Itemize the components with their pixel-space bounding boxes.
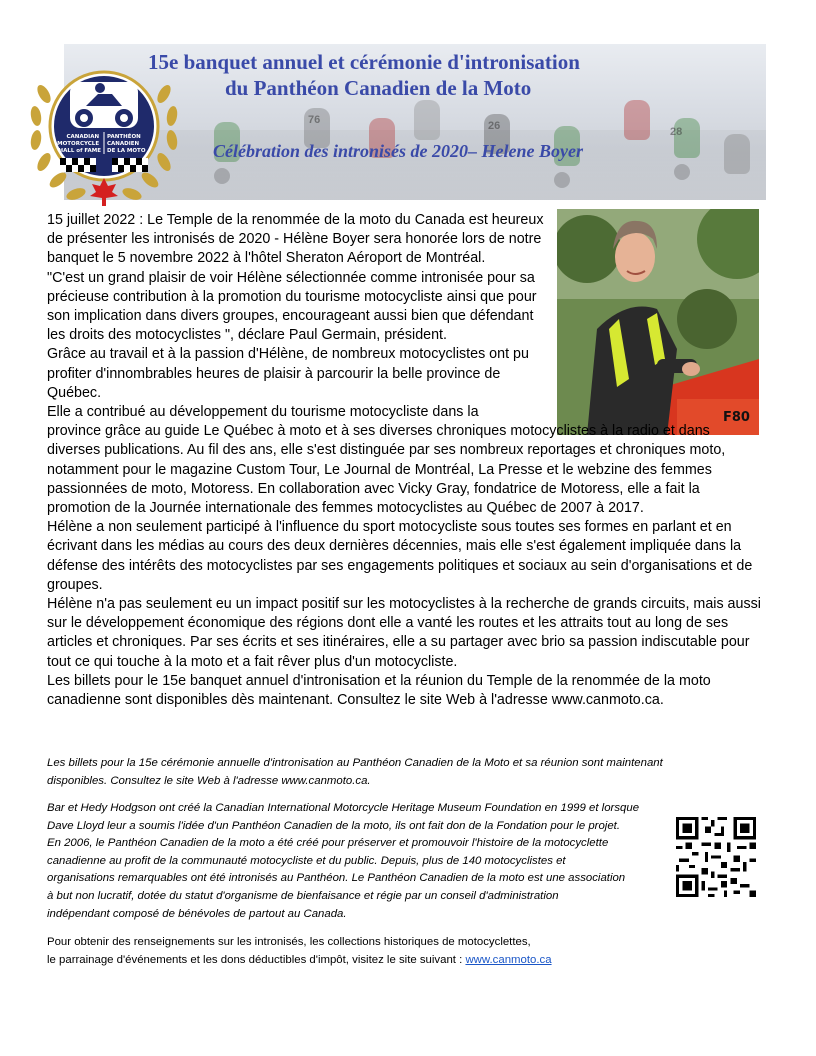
footer-line-prefix: le parrainage d'événements et les dons déductibles d'impôt, visitez le site suivant : <box>47 953 466 966</box>
article-paragraph: Hélène a non seulement participé à l'influence du sport motocycliste sous toutes ses formes en parlant et en écrivant dans les médias au cours des deux dernières décennies, mais elle s'est également impliquée dans la défense des intérêts des motocyclistes par ses engagements politiques et sociaux au sein d'organisations et de groupes. <box>47 519 753 593</box>
logo-text-left-2: MOTORCYCLE <box>57 141 100 147</box>
race-number: 26 <box>488 120 501 132</box>
tickets-note-line: disponibles. Consultez le site Web à l'adresse www.canmoto.ca. <box>47 774 371 787</box>
racer-silhouette <box>624 100 650 140</box>
about-line: à but non lucratif, dotée du statut d'organisme de bienfaisance et régie par un conseil d'administration <box>47 889 559 902</box>
footer-line <box>47 952 552 970</box>
logo-text-right-1: PANTHÉON <box>107 134 141 140</box>
article-paragraph: Grâce au travail et à la passion d'Hélène, de nombreux motocyclistes ont pu profiter d'innombrables heures de plaisir à parcourir la belle province de Québec. <box>47 346 529 401</box>
racer-wheel <box>214 168 230 184</box>
racer-wheel <box>554 172 570 188</box>
about-section <box>47 800 639 923</box>
racer-silhouette <box>674 118 700 158</box>
about-line: En 2006, le Panthéon Canadien de la moto a été créé pour préserver et promouvoir l'histoire de la motocyclette <box>47 837 609 850</box>
hall-of-fame-logo <box>26 54 182 210</box>
article-paragraph-start: Elle a contribué au développement du tourisme motocycliste dans la <box>47 404 479 421</box>
about-line: Dave Lloyd leur a soumis l'idée d'un Panthéon Canadien de la moto, ils ont fait don de la Fondation pour le projet. <box>47 819 620 832</box>
title-line-2: du Panthéon Canadien de la Moto <box>225 76 532 100</box>
about-line: indépendant composé de bénévoles de partout au Canada. <box>47 907 347 920</box>
subtitle: Célébration des intronisés de 2020– Helene Boyer <box>213 141 583 161</box>
article-paragraph: Les billets pour le 15e banquet annuel d'intronisation et la réunion du Temple de la renommée de la moto canadienne sont disponibles dès maintenant. Consultez le site Web à l'adresse www.canmoto.ca. <box>47 672 711 709</box>
logo-text-right <box>107 132 146 154</box>
racer-silhouette <box>414 100 440 140</box>
article-paragraph: 15 juillet 2022 : Le Temple de la renommée de la moto du Canada est heureux de présenter les intronisés de 2020 - Hélène Boyer sera honorée lors de notre banquet le 5 novembre 2022 à l'hôtel Sheraton Aéroport de Montréal. <box>47 212 544 267</box>
about-line: Bar et Hedy Hodgson ont créé la Canadian International Motorcycle Heritage Museum Foundation en 1999 et lorsque <box>47 802 640 814</box>
article-paragraph: "C'est un grand plaisir de voir Hélène sélectionnée comme intronisée pour sa précieuse contribution à la promotion du tourisme motocycliste ainsi que pour son implication dans divers groupes, encourageant aussi bien que défendant les droits des motocyclistes ", déclare Paul Germain, président. <box>47 269 537 344</box>
about-line: canadienne au profit de la communauté motocycliste et du public. Depuis, plus de 140 motocyclistes et <box>47 854 566 867</box>
footer-info <box>47 934 552 969</box>
logo-text-left-3: HALL of FAME <box>58 148 101 154</box>
race-number: 28 <box>670 126 683 138</box>
logo-text-right-2: CANADIEN <box>107 141 140 147</box>
racer-silhouette <box>724 134 750 174</box>
article-paragraph <box>47 403 763 518</box>
motorcycle-fairing-text: F80 <box>723 410 750 425</box>
footer-line: Pour obtenir des renseignements sur les intronisés, les collections historiques de motocyclettes, <box>47 936 531 948</box>
race-number: 76 <box>308 114 321 126</box>
article-body <box>47 211 763 710</box>
article-paragraph: Hélène n'a pas seulement eu un impact positif sur les motocyclistes à la recherche de grands circuits, mais aussi sur le développement économique des régions dont elle a vanté les routes et les attraits tout au long de ses articles et chroniques. Par ses écrits et ses itinéraires, elle a su partager avec brio sa passion indiscutable pour tout ce qui touche à la moto et a fait rêver plus d'un motocycliste. <box>47 596 761 670</box>
maple-leaf-icon <box>90 178 118 206</box>
qr-code[interactable] <box>676 817 756 897</box>
article-paragraph-rest: province grâce au guide Le Québec à moto et à ses diverses chroniques motocyclistes à la radio et dans diverses publications. Au fil des ans, elle s'est distinguée par ses nombreux reportages et chroniques moto, notamment pour le magazine Custom Tour, Le Journal de Montréal, La Presse et le webzine des femmes passionnées de moto, Motoress. En collaboration avec Vicky Gray, fondatrice de Motoress, elle a fait la promotion de la Journée internationale des femmes motocyclistes au Québec de 2007 à 2017. <box>47 423 726 517</box>
motorcycle-icon <box>70 82 138 128</box>
title-line-1: 15e banquet annuel et cérémonie d'intronisation <box>148 50 580 74</box>
racer-wheel <box>674 164 690 180</box>
logo-text-right-3: DE LA MOTO <box>107 148 146 154</box>
tickets-note <box>47 755 663 790</box>
tickets-note-line: Les billets pour la 15e cérémonie annuelle d'intronisation au Panthéon Canadien de la Moto et sa réunion sont maintenant <box>47 757 663 769</box>
logo-text-left-1: CANADIAN <box>66 134 100 140</box>
about-line: organisations remarquables ont été intronisés au Panthéon. Le Panthéon Canadien de la moto est une association <box>47 872 626 885</box>
website-link[interactable]: www.canmoto.ca <box>465 953 552 966</box>
